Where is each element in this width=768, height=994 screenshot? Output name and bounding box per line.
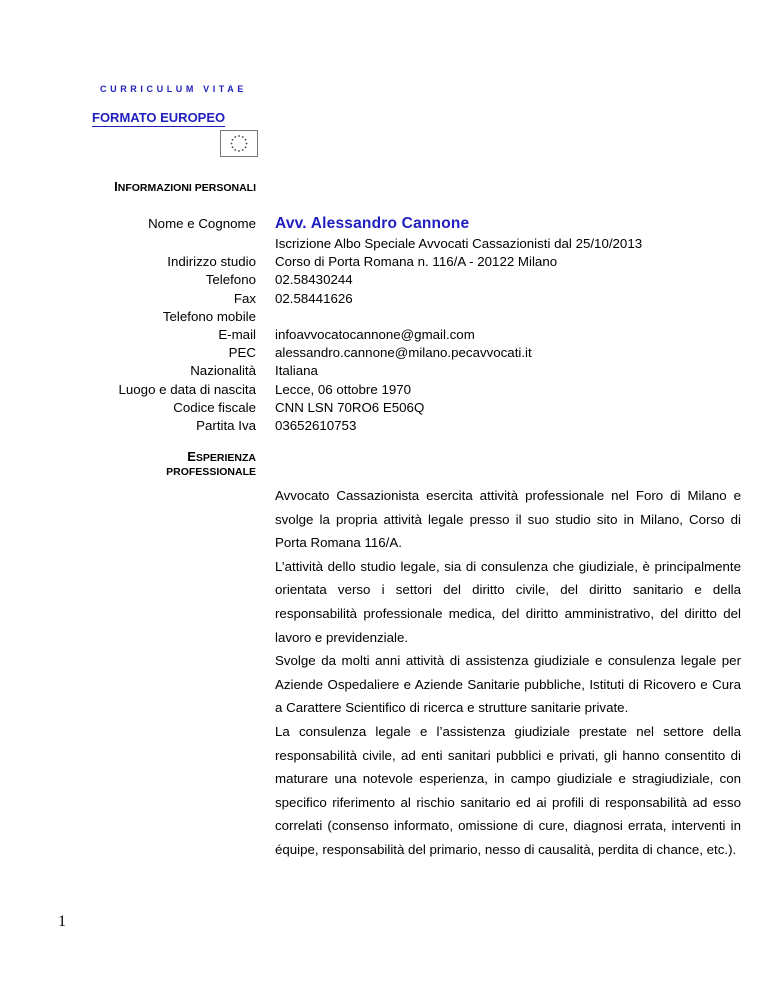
personal-info-labels <box>118 215 256 435</box>
value-fax: 02.58441626 <box>275 290 353 306</box>
label-pec: PEC <box>228 345 256 361</box>
label-telefono-mobile: Telefono mobile <box>162 308 256 324</box>
value-indirizzo-studio: Corso di Porta Romana n. 116/A - 20122 Milano <box>275 254 558 270</box>
formato-europeo-title: FORMATO EUROPEO <box>92 110 226 125</box>
experience-title-line2: PROFESSIONALE <box>166 466 256 478</box>
value-codice-fiscale: CNN LSN 70RO6 E506Q <box>275 399 425 415</box>
value-partita-iva: 03652610753 <box>275 417 357 433</box>
personal-info-section-title <box>114 180 256 195</box>
experience-paragraph: La consulenza legale e l’assistenza giudiziale prestate nel settore della responsabilità civile, ad enti sanitari pubblici e privati, gli hanno consentito di maturare una notevole esperienza, in campo giudiziale e stragiudiziale, con specifico riferimento al rischio sanitario ed ai profili di responsabilità ad esso correlati (consenso informato, omissione di cure, diagnosi errata, interventi in équipe, responsabilità del primario, nesso di causalità, perdita di chance, etc.). <box>275 723 741 857</box>
page-number: 1 <box>58 913 66 930</box>
experience-title-rest: SPERIENZA <box>195 452 256 464</box>
personal-info-title-rest: NFORMAZIONI PERSONALI <box>117 182 256 194</box>
value-nazionalita: Italiana <box>275 363 318 379</box>
value-email: infoavvocatocannone@gmail.com <box>275 326 475 342</box>
label-codice-fiscale: Codice fiscale <box>173 399 256 415</box>
experience-section-title <box>166 450 256 479</box>
label-email: E-mail <box>218 326 256 342</box>
experience-paragraph: Avvocato Cassazionista esercita attività professionale nel Foro di Milano e svolge la propria attività legale presso il suo studio sito in Milano, Corso di Porta Romana 116/A. <box>275 488 741 551</box>
personal-info-title-cap: I <box>114 179 118 194</box>
value-iscrizione-albo: Iscrizione Albo Speciale Avvocati Cassazionisti dal 25/10/2013 <box>275 236 643 251</box>
label-fax: Fax <box>233 290 256 306</box>
cv-title: CURRICULUM VITAE <box>100 84 247 94</box>
label-empty <box>118 235 256 253</box>
label-indirizzo-studio: Indirizzo studio <box>167 254 256 270</box>
label-nome-cognome: Nome e Cognome <box>148 216 256 231</box>
experience-paragraph: Svolge da molti anni attività di assistenza giudiziale e consulenza legale per Aziende Ospedaliere e Aziende Sanitarie pubbliche, Istituti di Ricovero e Cura a Carattere Scientifico di ricerca e strutture sanitarie private. <box>275 653 741 716</box>
label-telefono: Telefono <box>205 272 256 288</box>
label-partita-iva: Partita Iva <box>196 417 256 433</box>
label-nazionalita: Nazionalità <box>190 363 256 379</box>
label-luogo-data-nascita: Luogo e data di nascita <box>118 381 256 397</box>
experience-title-cap: E <box>187 449 196 464</box>
value-telefono-mobile <box>275 308 745 326</box>
personal-info-values <box>275 215 745 435</box>
value-nome-cognome: Avv. Alessandro Cannone <box>275 215 470 232</box>
experience-paragraph: L’attività dello studio legale, sia di consulenza che giudiziale, è principalmente orientata verso i settori del diritto civile, del diritto sanitario e della responsabilità professionale medica, del diritto amministrativo, del diritto del lavoro e previdenziale. <box>275 558 741 645</box>
value-pec: alessandro.cannone@milano.pecavvocati.it <box>275 345 532 361</box>
value-luogo-data-nascita: Lecce, 06 ottobre 1970 <box>275 381 412 397</box>
experience-text <box>275 484 741 862</box>
eu-flag-icon <box>220 130 258 157</box>
value-telefono: 02.58430244 <box>275 272 353 288</box>
